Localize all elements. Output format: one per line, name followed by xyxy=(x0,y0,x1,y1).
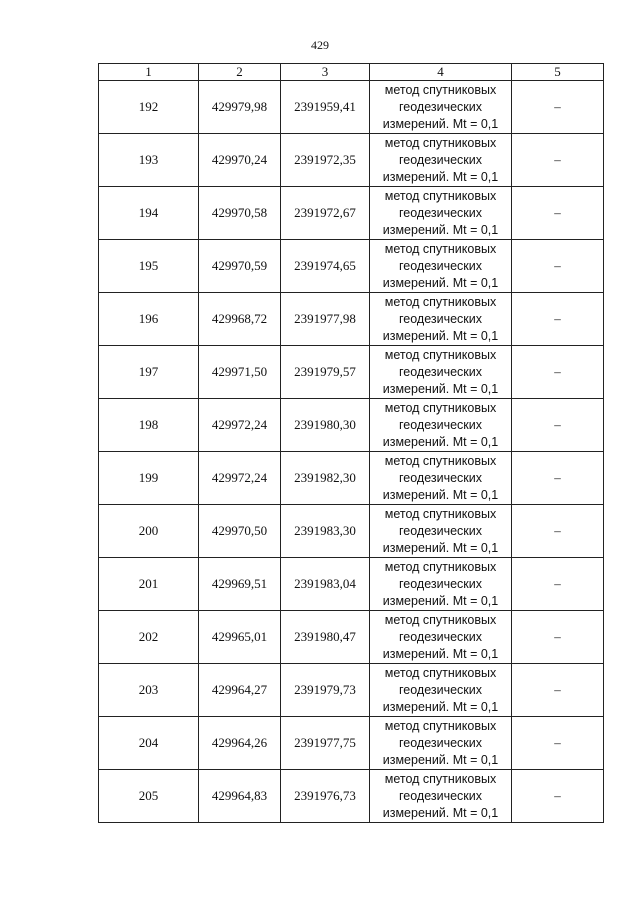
method-line: измерений. Mt = 0,1 xyxy=(382,434,499,449)
table-row xyxy=(99,81,604,134)
method-line: метод спутниковых xyxy=(384,559,497,574)
method-cell xyxy=(370,611,512,664)
y-coordinate-cell: 2391980,30 xyxy=(281,399,370,452)
table-body xyxy=(99,81,604,823)
table-row xyxy=(99,240,604,293)
y-coordinate-cell: 2391959,41 xyxy=(281,81,370,134)
table-row xyxy=(99,346,604,399)
note-cell: – xyxy=(512,293,604,346)
point-number-cell: 192 xyxy=(99,81,199,134)
table-row xyxy=(99,664,604,717)
y-coordinate-cell: 2391972,67 xyxy=(281,187,370,240)
method-line: геодезических xyxy=(398,311,482,326)
x-coordinate-cell: 429964,27 xyxy=(199,664,281,717)
method-line: геодезических xyxy=(398,205,482,220)
table-row xyxy=(99,558,604,611)
table-row xyxy=(99,452,604,505)
method-cell xyxy=(370,346,512,399)
method-line: измерений. Mt = 0,1 xyxy=(382,275,499,290)
method-line: геодезических xyxy=(398,788,482,803)
method-cell xyxy=(370,293,512,346)
method-line: метод спутниковых xyxy=(384,294,497,309)
table-row xyxy=(99,770,604,823)
method-line: измерений. Mt = 0,1 xyxy=(382,328,499,343)
method-line: геодезических xyxy=(398,258,482,273)
note-cell: – xyxy=(512,240,604,293)
method-cell xyxy=(370,240,512,293)
method-line: метод спутниковых xyxy=(384,347,497,362)
point-number-cell: 200 xyxy=(99,505,199,558)
point-number-cell: 204 xyxy=(99,717,199,770)
note-cell: – xyxy=(512,664,604,717)
x-coordinate-cell: 429968,72 xyxy=(199,293,281,346)
header-row xyxy=(99,64,604,81)
note-cell: – xyxy=(512,505,604,558)
x-coordinate-cell: 429970,58 xyxy=(199,187,281,240)
x-coordinate-cell: 429969,51 xyxy=(199,558,281,611)
note-cell: – xyxy=(512,558,604,611)
point-number-cell: 197 xyxy=(99,346,199,399)
page-number: 429 xyxy=(311,38,329,52)
y-coordinate-cell: 2391976,73 xyxy=(281,770,370,823)
y-coordinate-cell: 2391972,35 xyxy=(281,134,370,187)
method-line: измерений. Mt = 0,1 xyxy=(382,381,499,396)
x-coordinate-cell: 429965,01 xyxy=(199,611,281,664)
x-coordinate-cell: 429964,83 xyxy=(199,770,281,823)
method-line: геодезических xyxy=(398,682,482,697)
method-line: метод спутниковых xyxy=(384,241,497,256)
method-cell xyxy=(370,664,512,717)
method-line: геодезических xyxy=(398,523,482,538)
method-line: геодезических xyxy=(398,735,482,750)
y-coordinate-cell: 2391983,30 xyxy=(281,505,370,558)
method-line: геодезических xyxy=(398,364,482,379)
table-row xyxy=(99,187,604,240)
y-coordinate-cell: 2391974,65 xyxy=(281,240,370,293)
point-number-cell: 193 xyxy=(99,134,199,187)
x-coordinate-cell: 429970,50 xyxy=(199,505,281,558)
method-line: метод спутниковых xyxy=(384,771,497,786)
y-coordinate-cell: 2391982,30 xyxy=(281,452,370,505)
table-header xyxy=(99,64,604,81)
method-line: метод спутниковых xyxy=(384,400,497,415)
method-line: геодезических xyxy=(398,629,482,644)
method-line: метод спутниковых xyxy=(384,718,497,733)
point-number-cell: 199 xyxy=(99,452,199,505)
method-line: метод спутниковых xyxy=(384,612,497,627)
method-line: геодезических xyxy=(398,576,482,591)
method-line: измерений. Mt = 0,1 xyxy=(382,805,499,820)
x-coordinate-cell: 429964,26 xyxy=(199,717,281,770)
header-col-5: 5 xyxy=(512,64,604,81)
point-number-cell: 203 xyxy=(99,664,199,717)
table-row xyxy=(99,717,604,770)
x-coordinate-cell: 429972,24 xyxy=(199,452,281,505)
note-cell: – xyxy=(512,399,604,452)
table-row xyxy=(99,134,604,187)
method-cell xyxy=(370,187,512,240)
method-line: измерений. Mt = 0,1 xyxy=(382,487,499,502)
point-number-cell: 201 xyxy=(99,558,199,611)
header-col-3: 3 xyxy=(281,64,370,81)
method-line: метод спутниковых xyxy=(384,506,497,521)
method-cell xyxy=(370,558,512,611)
x-coordinate-cell: 429970,59 xyxy=(199,240,281,293)
method-cell xyxy=(370,717,512,770)
x-coordinate-cell: 429979,98 xyxy=(199,81,281,134)
method-line: метод спутниковых xyxy=(384,82,497,97)
note-cell: – xyxy=(512,717,604,770)
y-coordinate-cell: 2391977,98 xyxy=(281,293,370,346)
x-coordinate-cell: 429972,24 xyxy=(199,399,281,452)
method-cell xyxy=(370,770,512,823)
x-coordinate-cell: 429971,50 xyxy=(199,346,281,399)
note-cell: – xyxy=(512,770,604,823)
note-cell: – xyxy=(512,611,604,664)
method-line: измерений. Mt = 0,1 xyxy=(382,169,499,184)
method-cell xyxy=(370,81,512,134)
method-line: измерений. Mt = 0,1 xyxy=(382,699,499,714)
note-cell: – xyxy=(512,346,604,399)
method-line: измерений. Mt = 0,1 xyxy=(382,593,499,608)
point-number-cell: 198 xyxy=(99,399,199,452)
header-col-2: 2 xyxy=(199,64,281,81)
point-number-cell: 205 xyxy=(99,770,199,823)
method-line: измерений. Mt = 0,1 xyxy=(382,116,499,131)
header-col-1: 1 xyxy=(99,64,199,81)
y-coordinate-cell: 2391979,73 xyxy=(281,664,370,717)
note-cell: – xyxy=(512,81,604,134)
note-cell: – xyxy=(512,134,604,187)
point-number-cell: 195 xyxy=(99,240,199,293)
method-line: метод спутниковых xyxy=(384,665,497,680)
method-line: геодезических xyxy=(398,99,482,114)
method-cell xyxy=(370,505,512,558)
x-coordinate-cell: 429970,24 xyxy=(199,134,281,187)
method-line: геодезических xyxy=(398,417,482,432)
point-number-cell: 202 xyxy=(99,611,199,664)
method-line: измерений. Mt = 0,1 xyxy=(382,646,499,661)
method-line: геодезических xyxy=(398,152,482,167)
method-line: измерений. Mt = 0,1 xyxy=(382,540,499,555)
y-coordinate-cell: 2391983,04 xyxy=(281,558,370,611)
note-cell: – xyxy=(512,187,604,240)
method-line: измерений. Mt = 0,1 xyxy=(382,752,499,767)
method-cell xyxy=(370,134,512,187)
table-row xyxy=(99,611,604,664)
method-line: метод спутниковых xyxy=(384,135,497,150)
point-number-cell: 196 xyxy=(99,293,199,346)
y-coordinate-cell: 2391980,47 xyxy=(281,611,370,664)
table-row xyxy=(99,293,604,346)
method-line: геодезических xyxy=(398,470,482,485)
y-coordinate-cell: 2391977,75 xyxy=(281,717,370,770)
method-line: метод спутниковых xyxy=(384,453,497,468)
method-cell xyxy=(370,452,512,505)
point-number-cell: 194 xyxy=(99,187,199,240)
header-col-4: 4 xyxy=(370,64,512,81)
note-cell: – xyxy=(512,452,604,505)
table-row xyxy=(99,505,604,558)
method-line: измерений. Mt = 0,1 xyxy=(382,222,499,237)
table-row xyxy=(99,399,604,452)
method-cell xyxy=(370,399,512,452)
y-coordinate-cell: 2391979,57 xyxy=(281,346,370,399)
coordinates-table xyxy=(98,63,604,823)
method-line: метод спутниковых xyxy=(384,188,497,203)
